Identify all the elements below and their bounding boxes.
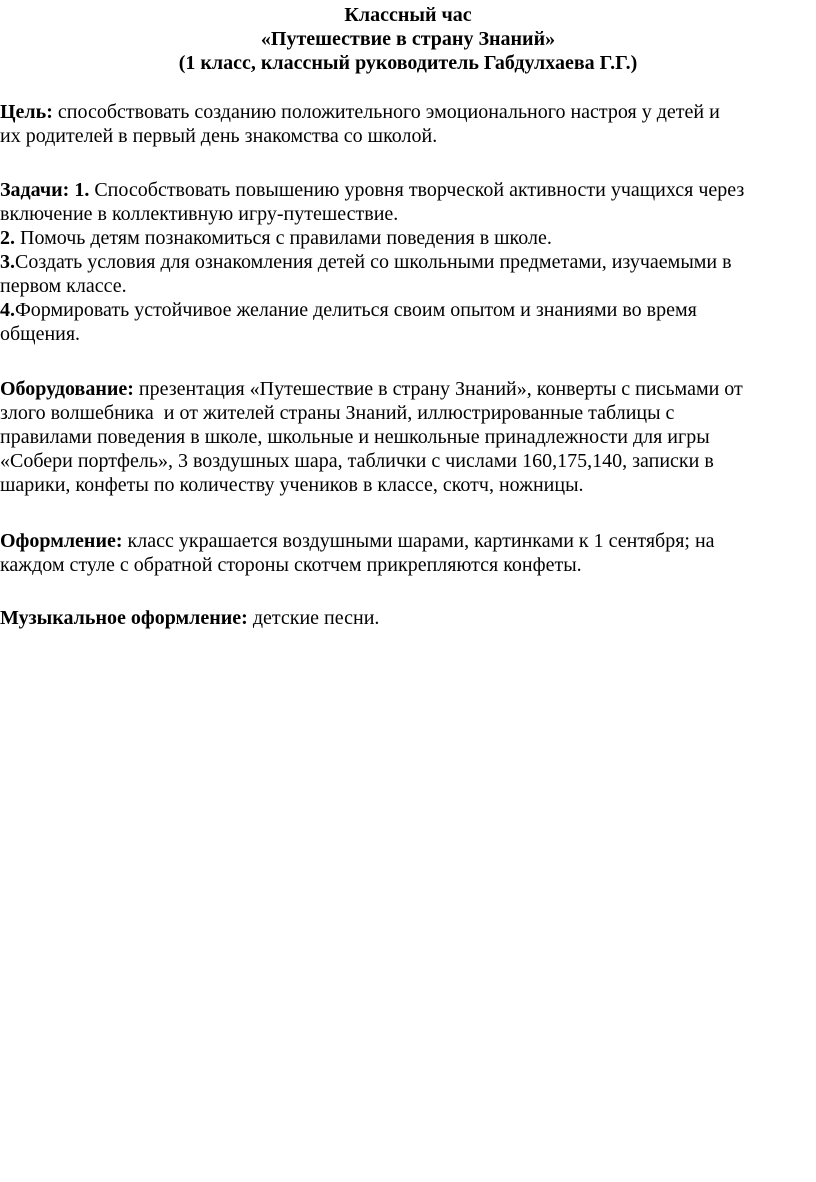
goal-text-1: способствовать созданию положительного эмоционального настроя у детей и	[57, 101, 720, 123]
music-label: Музыкальное оформление:	[0, 607, 248, 629]
music-text: детские песни.	[252, 607, 380, 629]
task-3-number: 3.	[0, 251, 15, 273]
task-1-line-2: включение в коллективную игру-путешествие.	[0, 203, 399, 225]
task-2-number: 2.	[0, 227, 15, 249]
equipment-section	[0, 377, 816, 497]
music-section	[0, 606, 816, 630]
task-4-line-2: общения.	[0, 323, 81, 345]
decoration-section	[0, 529, 816, 577]
task-2-text-1: Помочь детям познакомиться с правилами поведения в школе.	[20, 227, 552, 249]
task-1-text-1: Способствовать повышению уровня творческой активности учащихся через	[94, 179, 745, 201]
decoration-line-1	[0, 529, 816, 553]
goal-section	[0, 100, 816, 148]
task-3-text-1: Создать условия для ознакомления детей со школьными предметами, изучаемыми в	[15, 251, 732, 273]
task-4-line-1	[0, 298, 816, 322]
equipment-line-4: «Собери портфель», 3 воздушных шара, таблички с числами 160,175,140, записки в	[0, 450, 714, 472]
goal-line-1	[0, 100, 816, 124]
task-1-line-1	[0, 178, 816, 202]
equipment-text-1: презентация «Путешествие в страну Знаний», конверты с письмами от	[138, 378, 743, 400]
title-line-1: Классный час	[344, 4, 472, 26]
tasks-label: Задачи:	[0, 179, 70, 201]
equipment-line-1	[0, 377, 816, 401]
music-line-1	[0, 606, 816, 630]
equipment-line-3: правилами поведения в школе, школьные и нешкольные принадлежности для игры	[0, 426, 710, 448]
equipment-label: Оборудование:	[0, 378, 134, 400]
document-title	[0, 3, 816, 75]
goal-line-2: их родителей в первый день знакомства со школой.	[0, 125, 438, 147]
title-line-2: «Путешествие в страну Знаний»	[260, 28, 556, 50]
task-1-number: 1.	[74, 179, 90, 201]
equipment-line-2: злого волшебника и от жителей страны Знаний, иллюстрированные таблицы с	[0, 402, 675, 424]
tasks-section	[0, 178, 816, 346]
decoration-label: Оформление:	[0, 530, 123, 552]
equipment-line-5: шарики, конфеты по количеству учеников в классе, скотч, ножницы.	[0, 474, 584, 496]
decoration-line-2: каждом стуле с обратной стороны скотчем прикрепляются конфеты.	[0, 554, 582, 576]
task-3-line-1	[0, 250, 816, 274]
task-2-line-1	[0, 226, 816, 250]
task-4-text-1: Формировать устойчивое желание делиться своим опытом и знаниями во время	[15, 299, 697, 321]
task-3-line-2: первом классе.	[0, 275, 127, 297]
task-4-number: 4.	[0, 299, 15, 321]
goal-label: Цель:	[0, 101, 53, 123]
decoration-text-1: класс украшается воздушными шарами, картинками к 1 сентября; на	[127, 530, 715, 552]
title-line-3: (1 класс, классный руководитель Габдулхаева Г.Г.)	[178, 52, 638, 74]
